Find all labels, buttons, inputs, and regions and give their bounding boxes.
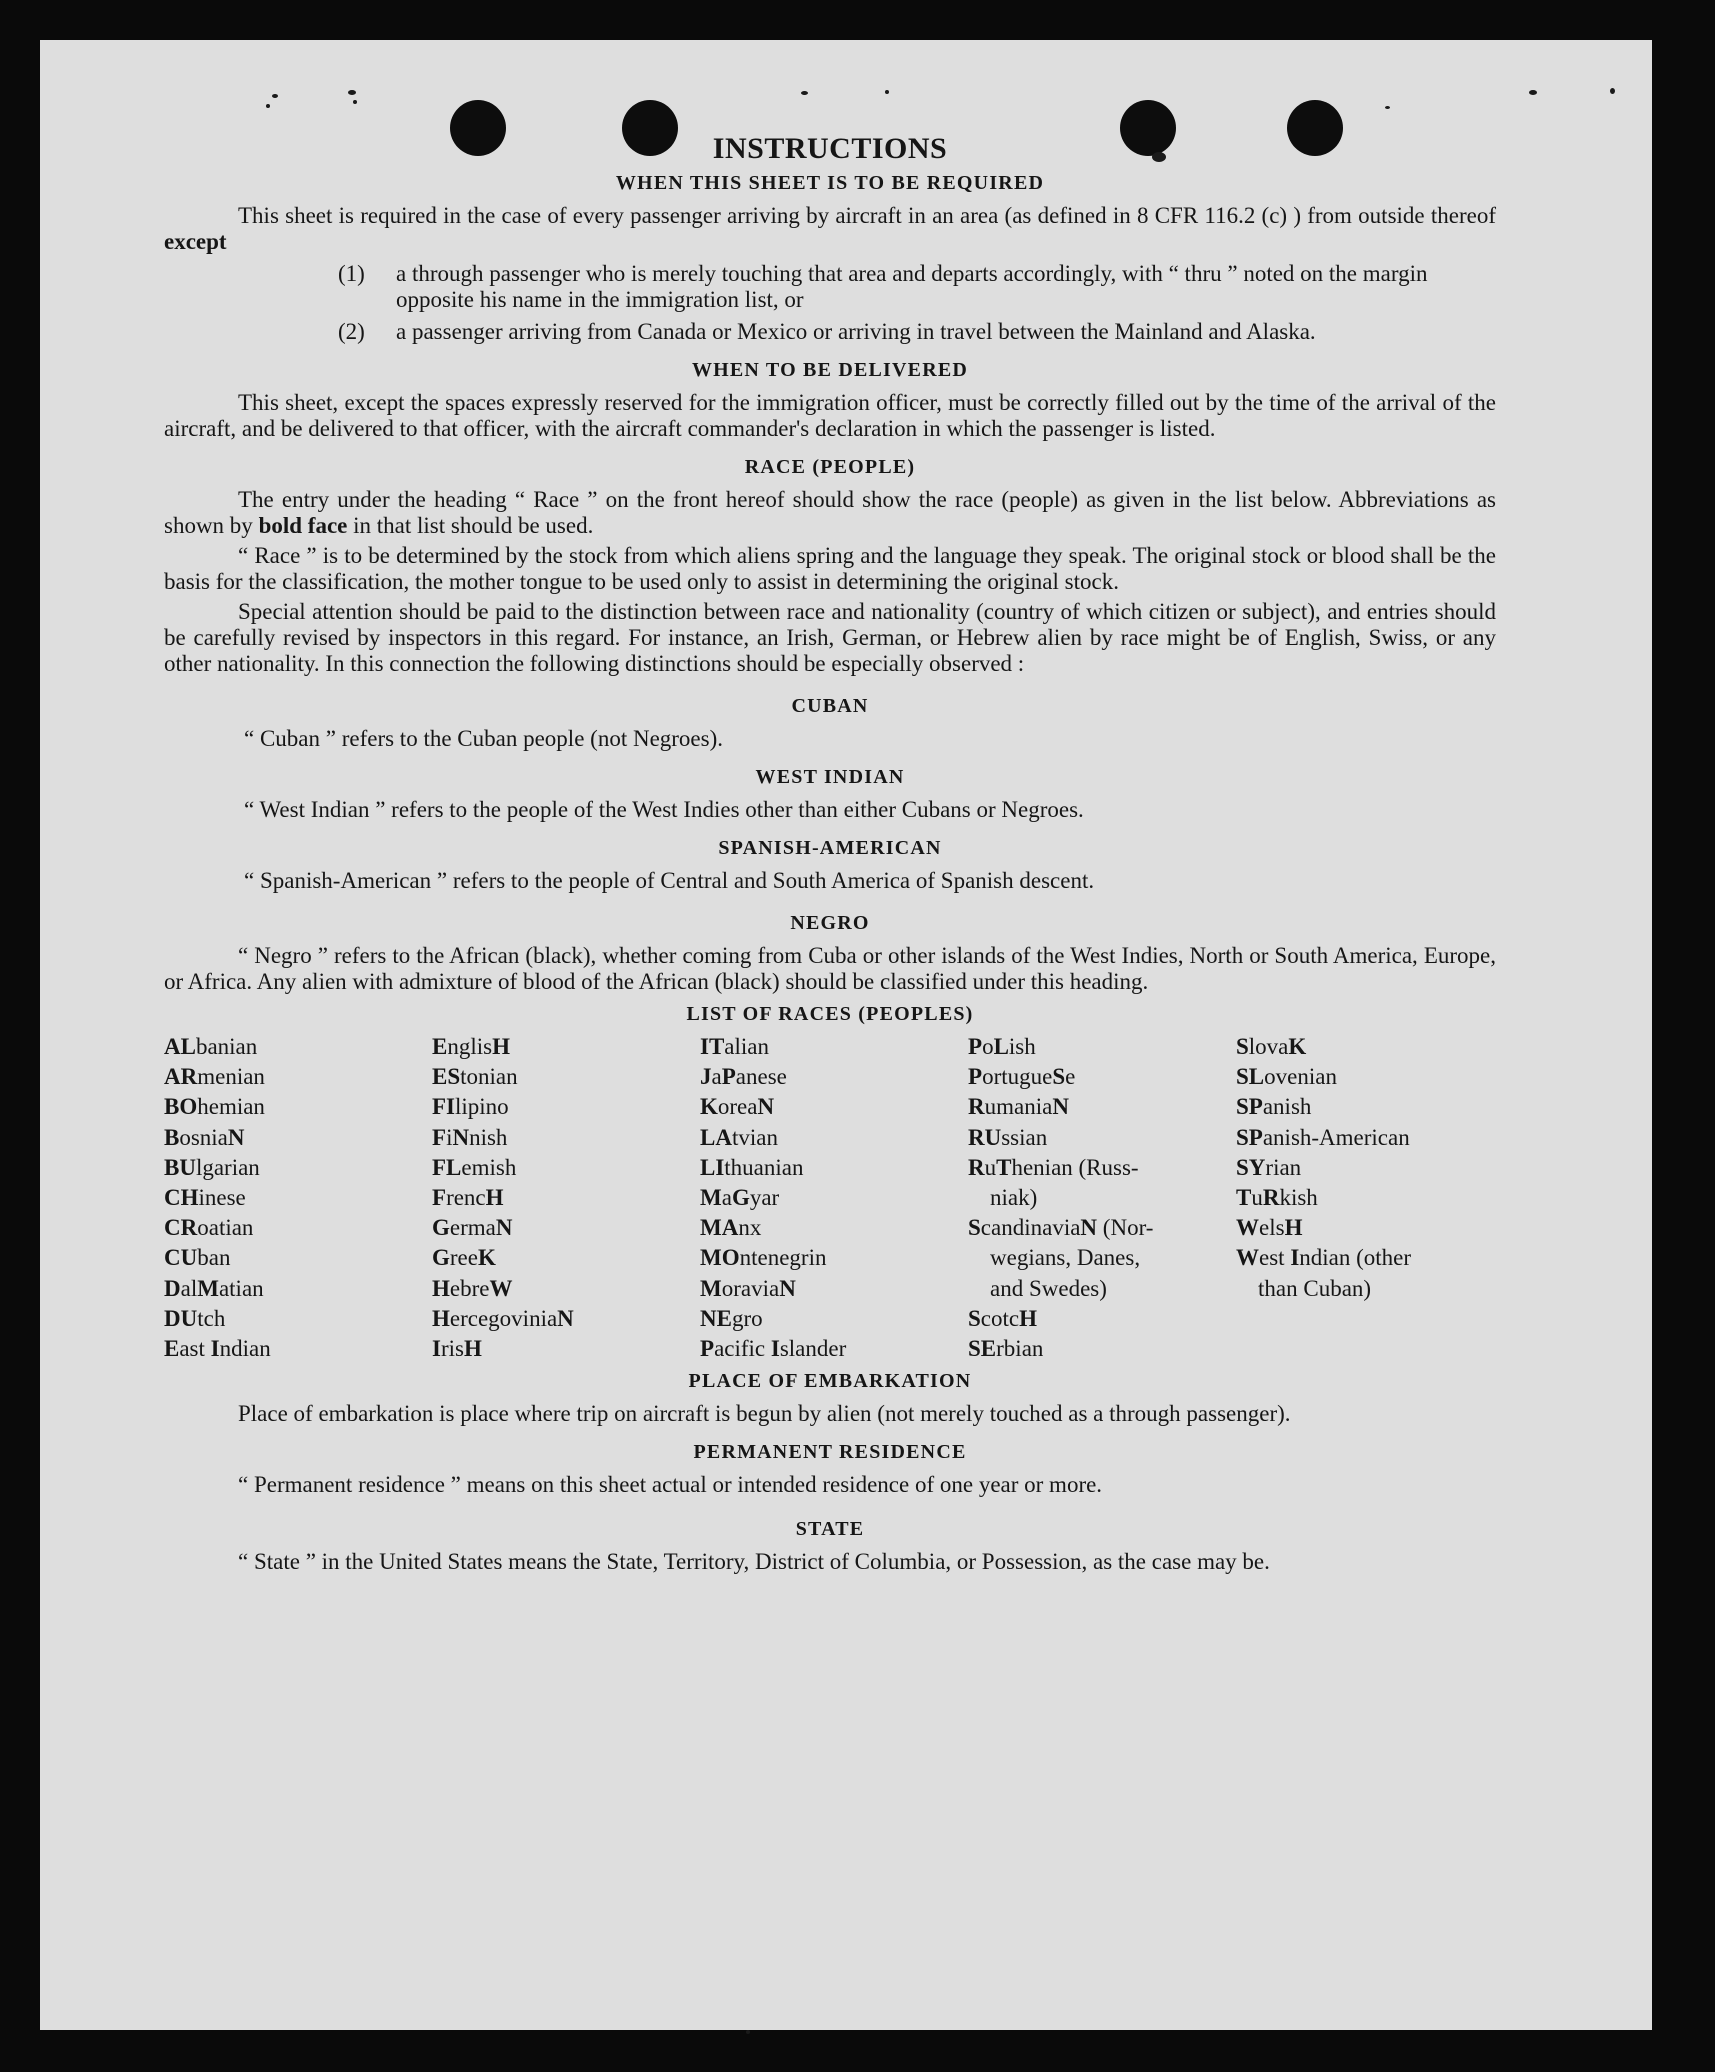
heading-spanish-american: SPANISH-AMERICAN xyxy=(718,837,942,859)
race-entry xyxy=(432,1334,700,1364)
race-text: lipino xyxy=(455,1094,509,1120)
race-text: ortugue xyxy=(982,1064,1053,1090)
races-column xyxy=(700,1032,968,1364)
race-entry xyxy=(432,1183,700,1213)
list-item xyxy=(164,261,1496,313)
item-number: (1) xyxy=(338,261,365,286)
race-text: a xyxy=(721,1185,732,1211)
race-text: rbian xyxy=(996,1336,1044,1362)
speck xyxy=(353,100,357,104)
race-text: anese xyxy=(735,1064,787,1090)
race-abbreviation: N xyxy=(495,1215,513,1241)
race-text: (Nor- xyxy=(1097,1215,1154,1241)
race-text: nglis xyxy=(447,1034,493,1059)
race-abbreviation: K xyxy=(700,1094,718,1120)
race-abbreviation: P xyxy=(721,1064,736,1090)
race-entry xyxy=(432,1153,700,1183)
race-text: tch xyxy=(197,1305,226,1331)
race-text: banian xyxy=(195,1034,258,1059)
race-text: tvian xyxy=(731,1124,778,1150)
race-abbreviation: F xyxy=(432,1124,447,1150)
race-abbreviation: H xyxy=(463,1336,482,1362)
races-column xyxy=(432,1032,700,1364)
item-text: a passenger arriving from Canada or Mexico or arriving in travel between the Mainland and Alaska. xyxy=(396,319,1316,344)
race-abbreviation: I xyxy=(1290,1245,1300,1271)
race-abbreviation: R xyxy=(968,1094,985,1120)
definition-west-indian: “ West Indian ” refers to the people of the West Indies other than either Cubans or Negroes. xyxy=(244,797,1084,822)
race-abbreviation: P xyxy=(700,1336,715,1362)
heading-negro: NEGRO xyxy=(790,912,870,934)
race-entry xyxy=(432,1274,700,1304)
race-entry xyxy=(164,1062,432,1092)
race-entry xyxy=(700,1183,968,1213)
race-abbreviation: DU xyxy=(164,1305,198,1331)
heading-embarkation: PLACE OF EMBARKATION xyxy=(688,1370,972,1393)
race-text: osnia xyxy=(179,1124,228,1150)
race-entry xyxy=(164,1092,432,1122)
race-entry xyxy=(1236,1062,1504,1092)
race-text: o xyxy=(982,1034,994,1059)
speck xyxy=(885,90,889,94)
race-entry xyxy=(968,1153,1236,1183)
race-abbreviation: P xyxy=(968,1064,983,1090)
page-title: INSTRUCTIONS xyxy=(712,132,948,165)
race-text: ast xyxy=(179,1336,211,1362)
race-abbreviation: LI xyxy=(700,1154,725,1180)
race-text: ban xyxy=(197,1245,231,1271)
race-text: than Cuban) xyxy=(1258,1275,1372,1301)
speck xyxy=(1529,90,1537,95)
race-abbreviation: H xyxy=(492,1034,510,1059)
race-abbreviation: ES xyxy=(432,1064,461,1090)
race-abbreviation: M xyxy=(700,1185,722,1211)
race-abbreviation: H xyxy=(432,1275,450,1301)
race-text: nish xyxy=(469,1124,508,1150)
race-abbreviation: W xyxy=(1236,1215,1259,1241)
race-entry xyxy=(968,1032,1236,1062)
race-text: cotc xyxy=(980,1305,1020,1331)
race-entry xyxy=(700,1032,968,1062)
race-text: gro xyxy=(731,1305,763,1331)
race-entry xyxy=(968,1062,1236,1092)
paragraph-residence: “ Permanent residence ” means on this sheet actual or intended residence of one year or more. xyxy=(238,1472,1103,1498)
race-text: a xyxy=(711,1064,722,1090)
race-entry xyxy=(968,1183,1236,1213)
race-text: inese xyxy=(198,1185,246,1211)
race-abbreviation: SL xyxy=(1236,1064,1265,1090)
race-entry xyxy=(968,1243,1236,1273)
race-text: lgarian xyxy=(195,1154,260,1180)
race-text: ovenian xyxy=(1264,1064,1337,1090)
item-number: (2) xyxy=(338,319,365,344)
race-text: ish xyxy=(1008,1034,1036,1059)
race-entry xyxy=(700,1062,968,1092)
race-entry xyxy=(1236,1243,1504,1273)
race-abbreviation: M xyxy=(700,1275,722,1301)
race-text: els xyxy=(1259,1215,1285,1241)
paragraph-negro: “ Negro ” refers to the African (black), whether coming from Cuba or other islands of the West Indies, North or South America, Europe, or Africa. Any alien with admixture of blood of the African (black) should be classified under this heading. xyxy=(164,943,1496,994)
paragraph-when-required xyxy=(164,203,1496,255)
race-abbreviation: E xyxy=(164,1336,180,1362)
heading-west-indian: WEST INDIAN xyxy=(755,766,905,788)
race-text: est xyxy=(1259,1245,1291,1271)
paragraph-embarkation: Place of embarkation is place where trip on aircraft is begun by alien (not merely touched as a through passenger). xyxy=(238,1401,1291,1427)
race-entry xyxy=(700,1334,968,1364)
race-entry xyxy=(700,1304,968,1334)
heading-when-required: WHEN THIS SHEET IS TO BE REQUIRED xyxy=(615,172,1045,194)
race-text: lova xyxy=(1248,1034,1289,1059)
speck xyxy=(746,2030,750,2034)
race-abbreviation: I xyxy=(210,1336,220,1362)
race-abbreviation: I xyxy=(432,1336,441,1362)
race-abbreviation: E xyxy=(432,1034,448,1059)
race-abbreviation: N xyxy=(757,1094,775,1120)
race-entry xyxy=(432,1062,700,1092)
race-text: ree xyxy=(449,1245,478,1271)
race-text: ssian xyxy=(1001,1124,1048,1150)
race-text: ntenegrin xyxy=(739,1245,827,1271)
text: The entry under the heading “ Race ” on the front hereof should show the race (people) as given in the list below. Abbreviations as shown by xyxy=(164,487,1496,538)
race-text: tonian xyxy=(460,1064,518,1090)
race-entry xyxy=(432,1032,700,1062)
race-entry xyxy=(164,1243,432,1273)
race-abbreviation: FI xyxy=(432,1094,455,1120)
race-entry xyxy=(432,1243,700,1273)
race-entry xyxy=(1236,1153,1504,1183)
race-entry xyxy=(164,1183,432,1213)
bold-text: bold face xyxy=(258,513,348,538)
race-entry xyxy=(432,1092,700,1122)
text: in that list should be used. xyxy=(353,513,594,538)
race-abbreviation: N xyxy=(227,1124,245,1150)
race-abbreviation: H xyxy=(432,1305,450,1331)
paragraph-race-1 xyxy=(164,487,1496,539)
race-abbreviation: W xyxy=(489,1275,513,1301)
race-abbreviation: H xyxy=(1284,1215,1303,1241)
race-entry xyxy=(164,1153,432,1183)
speck xyxy=(266,104,270,108)
race-text: alian xyxy=(724,1034,769,1059)
instructions-content xyxy=(164,132,1496,1575)
race-entry xyxy=(700,1123,968,1153)
race-abbreviation: K xyxy=(1288,1034,1307,1059)
race-abbreviation: I xyxy=(770,1336,780,1362)
race-text: erma xyxy=(449,1215,496,1241)
race-text: ris xyxy=(440,1336,464,1362)
race-text: rian xyxy=(1265,1154,1302,1180)
race-abbreviation: N xyxy=(557,1305,574,1331)
race-text: yar xyxy=(749,1185,780,1211)
race-abbreviation: M xyxy=(197,1275,219,1301)
race-abbreviation: RU xyxy=(968,1124,1002,1150)
race-abbreviation: T xyxy=(1236,1185,1252,1211)
race-entry xyxy=(968,1123,1236,1153)
paragraph-state: “ State ” in the United States means the State, Territory, District of Columbia, or Possession, as the case may be. xyxy=(238,1549,1270,1575)
heading-list-of-races: LIST OF RACES (PEOPLES) xyxy=(686,1003,974,1025)
list-item xyxy=(164,319,1496,345)
races-column xyxy=(968,1032,1236,1364)
race-text: u xyxy=(984,1154,997,1180)
race-abbreviation: BO xyxy=(164,1094,198,1120)
race-text: candinavia xyxy=(980,1215,1081,1241)
race-entry xyxy=(700,1274,968,1304)
race-abbreviation: SY xyxy=(1236,1154,1266,1180)
race-entry xyxy=(968,1304,1236,1334)
race-entry xyxy=(1236,1092,1504,1122)
race-abbreviation: N xyxy=(779,1275,796,1301)
heading-residence: PERMANENT RESIDENCE xyxy=(693,1441,967,1464)
race-entry xyxy=(1236,1032,1504,1062)
race-abbreviation: L xyxy=(993,1034,1009,1059)
race-entry xyxy=(432,1304,700,1334)
race-text: and Swedes) xyxy=(990,1275,1107,1301)
race-text: acific xyxy=(714,1336,771,1362)
race-abbreviation: R xyxy=(968,1154,985,1180)
race-entry xyxy=(164,1304,432,1334)
race-abbreviation: N xyxy=(1080,1215,1098,1241)
race-abbreviation: SP xyxy=(1236,1094,1263,1120)
race-abbreviation: BU xyxy=(164,1154,196,1180)
heading-state: STATE xyxy=(795,1518,865,1541)
speck xyxy=(801,91,808,95)
races-list xyxy=(164,1032,1496,1364)
race-abbreviation: CR xyxy=(164,1215,198,1241)
text: This sheet is required in the case of every passenger arriving by aircraft in an area (as defined in 8 CFR 116.2 (c) ) from outside thereof xyxy=(238,203,1496,228)
paragraph-race-2: “ Race ” is to be determined by the stock from which aliens spring and the language they speak. The original stock or blood shall be the basis for the classification, the mother tongue to be used only to assist in determining the original stock. xyxy=(164,543,1496,594)
race-abbreviation: K xyxy=(477,1245,496,1271)
race-text: slander xyxy=(779,1336,847,1362)
race-entry xyxy=(700,1243,968,1273)
race-text: al xyxy=(180,1275,198,1301)
race-text: ndian (other xyxy=(1299,1245,1412,1271)
race-text: wegians, Danes, xyxy=(990,1245,1141,1271)
race-entry xyxy=(968,1092,1236,1122)
definition-spanish-american: “ Spanish-American ” refers to the people of Central and South America of Spanish descent. xyxy=(244,868,1095,893)
race-abbreviation: S xyxy=(968,1215,981,1241)
race-text: emish xyxy=(461,1154,517,1180)
paragraph-when-delivered: This sheet, except the spaces expressly reserved for the immigration officer, must be correctly filled out by the time of the arrival of the aircraft, and be delivered to that officer, with the aircraft commander's declaration in which the passenger is listed. xyxy=(164,390,1496,441)
race-text: oatian xyxy=(197,1215,254,1241)
race-abbreviation: G xyxy=(731,1185,750,1211)
race-text: hemian xyxy=(197,1094,265,1120)
race-text: ebre xyxy=(449,1275,490,1301)
race-entry xyxy=(164,1123,432,1153)
race-abbreviation: R xyxy=(1262,1185,1280,1211)
races-column xyxy=(164,1032,432,1364)
race-text: i xyxy=(446,1124,453,1150)
race-abbreviation: CU xyxy=(164,1245,198,1271)
race-entry xyxy=(432,1123,700,1153)
race-text: oravia xyxy=(721,1275,780,1301)
race-text: menian xyxy=(197,1064,265,1090)
race-abbreviation: S xyxy=(1236,1034,1249,1059)
race-abbreviation: T xyxy=(996,1154,1012,1180)
race-abbreviation: G xyxy=(432,1245,450,1271)
race-entry xyxy=(968,1213,1236,1243)
race-abbreviation: CH xyxy=(164,1185,199,1211)
speck xyxy=(272,94,278,98)
race-abbreviation: FL xyxy=(432,1154,462,1180)
race-entry xyxy=(968,1334,1236,1364)
race-entry xyxy=(700,1153,968,1183)
race-entry xyxy=(164,1032,432,1062)
race-abbreviation: P xyxy=(968,1034,983,1059)
race-entry xyxy=(1236,1213,1504,1243)
race-abbreviation: LA xyxy=(700,1124,732,1150)
race-text: umania xyxy=(984,1094,1053,1120)
race-text: anish xyxy=(1262,1094,1312,1120)
race-entry xyxy=(700,1213,968,1243)
race-entry xyxy=(164,1274,432,1304)
race-abbreviation: S xyxy=(968,1305,981,1331)
definition-cuban: “ Cuban ” refers to the Cuban people (not Negroes). xyxy=(244,726,724,751)
heading-cuban: CUBAN xyxy=(791,695,869,717)
race-abbreviation: H xyxy=(485,1185,504,1211)
race-text: thuanian xyxy=(724,1154,804,1180)
race-entry xyxy=(1236,1274,1504,1304)
race-entry xyxy=(1236,1123,1504,1153)
race-abbreviation: SE xyxy=(968,1336,997,1362)
race-entry xyxy=(164,1334,432,1364)
race-abbreviation: F xyxy=(432,1185,447,1211)
races-column xyxy=(1236,1032,1504,1364)
race-abbreviation: AR xyxy=(164,1064,198,1090)
race-text: atian xyxy=(218,1275,264,1301)
race-abbreviation: N xyxy=(1052,1094,1069,1120)
race-text: ndian xyxy=(219,1336,271,1362)
race-text: orea xyxy=(717,1094,758,1120)
race-abbreviation: D xyxy=(164,1275,181,1301)
race-abbreviation: SP xyxy=(1236,1124,1263,1150)
race-text: u xyxy=(1251,1185,1263,1211)
race-abbreviation: G xyxy=(432,1215,450,1241)
speck xyxy=(1385,106,1390,109)
race-abbreviation: N xyxy=(452,1124,470,1150)
race-text: anish-American xyxy=(1262,1124,1410,1150)
race-abbreviation: W xyxy=(1236,1245,1259,1271)
heading-race: RACE (PEOPLE) xyxy=(744,456,916,478)
race-entry xyxy=(968,1274,1236,1304)
race-abbreviation: S xyxy=(1052,1064,1066,1090)
heading-when-delivered: WHEN TO BE DELIVERED xyxy=(691,359,969,381)
race-text: ercegovinia xyxy=(449,1305,558,1331)
speck xyxy=(348,90,356,95)
race-abbreviation: J xyxy=(700,1064,712,1090)
race-text: nx xyxy=(738,1215,762,1241)
race-entry xyxy=(1236,1183,1504,1213)
race-entry xyxy=(700,1092,968,1122)
race-text: niak) xyxy=(990,1185,1038,1211)
race-text: henian (Russ- xyxy=(1011,1154,1139,1180)
race-abbreviation: MA xyxy=(700,1215,739,1241)
race-abbreviation: IT xyxy=(700,1034,725,1059)
race-abbreviation: AL xyxy=(164,1034,196,1059)
race-abbreviation: MO xyxy=(700,1245,740,1271)
race-entry xyxy=(432,1213,700,1243)
race-entry xyxy=(164,1213,432,1243)
race-text: renc xyxy=(446,1185,486,1211)
bold-text: except xyxy=(164,229,227,254)
item-text: a through passenger who is merely touching that area and departs accordingly, with “ thru ” noted on the margin opposite his name in the immigration list, or xyxy=(396,261,1428,312)
race-abbreviation: H xyxy=(1019,1305,1037,1331)
race-abbreviation: NE xyxy=(700,1305,732,1331)
speck xyxy=(1610,88,1615,94)
race-abbreviation: B xyxy=(164,1124,180,1150)
race-text: kish xyxy=(1279,1185,1318,1211)
race-text: e xyxy=(1065,1064,1076,1090)
paragraph-race-3: Special attention should be paid to the distinction between race and nationality (country of which citizen or subject), and entries should be carefully revised by inspectors in this regard. For instance, an Irish, German, or Hebrew alien by race might be of English, Swiss, or any other nationality. In this connection the following distinctions should be especially observed : xyxy=(164,599,1496,676)
